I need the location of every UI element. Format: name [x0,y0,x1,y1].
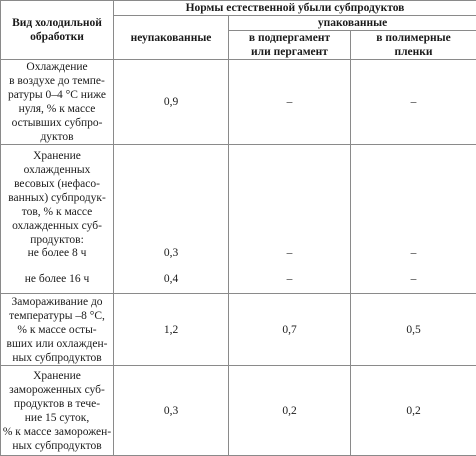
treatment-text: Хранение охлажденных весовых (нефасо- ванных) субпродук- тов, % к массе охлажденных суб- продуктов: [1,149,113,247]
value-polymer: 0,2 [351,366,476,456]
value-unpacked: 1,2 [114,294,229,366]
value-parchment: 0,2 [229,366,351,456]
value-polymer: – [351,60,476,145]
sub-duration-label: не более 8 ч [1,246,113,260]
header-in-polymer [351,31,476,60]
header-treatment-type [1,1,114,60]
treatment-text: Охлаждение в воздухе до темпе- ратуры 0–4 °С ниже нуля, % к массе остывших субпро- дуктов [1,60,113,144]
value-unpacked: 0,3 [114,366,229,456]
table-row [1,60,476,145]
value-unpacked-16h: 0,4 [114,272,228,286]
header-norms-title: Нормы естественной убыли субпродуктов [114,1,476,16]
value-polymer [351,145,476,294]
sub-duration-label: не более 16 ч [1,272,113,286]
treatment-cell [1,145,114,294]
value-parchment-8h: – [229,246,350,260]
value-unpacked [114,145,229,294]
value-polymer: 0,5 [351,294,476,366]
value-parchment: 0,7 [229,294,351,366]
treatment-cell [1,366,114,456]
value-parchment-16h: – [229,272,350,286]
value-polymer-16h: – [351,272,476,286]
header-in-parchment [229,31,351,60]
header-in-polymer-label: в полимерные пленки [351,31,476,59]
treatment-text: Замораживание до температуры –8 °С, % к массе осты- вших или охлажден- ных субпродуктов [1,295,113,365]
header-treatment-label: Вид холодильной обработки [1,16,113,44]
header-packed: упакованные [229,16,476,31]
value-polymer-8h: – [351,246,476,260]
header-unpacked: неупакованные [114,16,229,60]
treatment-text: Хранение замороженных суб- продуктов в тече- ние 15 суток, % к массе заморожен- ных субпродуктов [1,369,113,453]
table-row [1,294,476,366]
value-parchment: – [229,60,351,145]
treatment-cell [1,294,114,366]
value-unpacked-8h: 0,3 [114,246,228,260]
value-unpacked: 0,9 [114,60,229,145]
table-row [1,145,476,294]
treatment-cell [1,60,114,145]
value-parchment [229,145,351,294]
header-in-parchment-label: в подпергамент или пергамент [229,31,350,59]
table-row [1,366,476,456]
